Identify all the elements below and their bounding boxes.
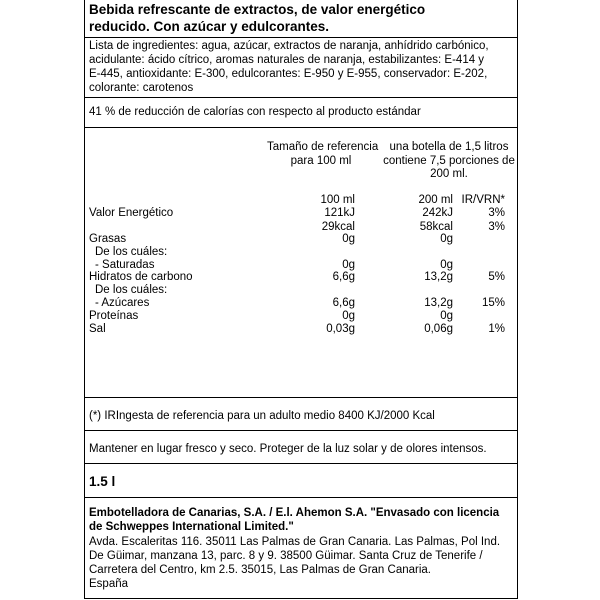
carbohydrates-label: Hidratos de carbono xyxy=(89,271,193,283)
energy-label: Valor Energético xyxy=(89,207,174,219)
protein-label: Proteínas xyxy=(89,310,139,322)
manufacturer-address-line4: España xyxy=(89,578,129,590)
fat-200ml: 0g xyxy=(440,233,453,245)
sugars-100ml: 6,6g xyxy=(332,297,355,309)
divider xyxy=(85,127,517,128)
reference-size-subheader: para 100 ml xyxy=(290,155,352,167)
energy-kcal-ir: 3% xyxy=(488,221,505,233)
manufacturer-address-line1: Avda. Escaleritas 116. 35011 Las Palmas de Gran Canaria. Las Palmas, Pol Ind. xyxy=(89,536,501,548)
col-header-100ml: 100 ml xyxy=(320,194,355,206)
bottle-header-line1: una botella de 1,5 litros xyxy=(389,141,509,153)
carbohydrates-ir: 5% xyxy=(488,271,505,283)
ingredients-line1: Lista de ingredientes: agua, azúcar, extractos de naranja, anhídrido carbónico, xyxy=(89,40,489,52)
col-header-ir: IR/VRN* xyxy=(461,194,505,206)
energy-kj-200ml: 242kJ xyxy=(422,207,453,219)
calorie-reduction-claim: 41 % de reducción de calorías con respecto al producto estándar xyxy=(89,106,421,118)
bottle-header-line3: 200 ml. xyxy=(430,168,468,180)
ingredients-line2: acidulante: ácido cítrico, aromas naturales de naranja, estabilizantes: E-414 y xyxy=(89,54,485,66)
salt-200ml: 0,06g xyxy=(424,323,453,335)
fat-label: Grasas xyxy=(89,233,127,245)
carbohydrates-100ml: 6,6g xyxy=(332,271,355,283)
energy-kcal-200ml: 58kcal xyxy=(419,221,453,233)
fat-of-which-label: De los cuáles: xyxy=(95,246,168,258)
col-header-200ml: 200 ml xyxy=(418,194,453,206)
carbohydrates-200ml: 13,2g xyxy=(424,271,453,283)
manufacturer-address-line3: Carretera del Centro, km 2.5. 35015, Las Palmas de Gran Canaria. xyxy=(89,564,431,576)
saturated-100ml: 0g xyxy=(342,259,355,271)
divider xyxy=(85,37,517,38)
energy-kj-ir: 3% xyxy=(488,207,505,219)
manufacturer-name-line1: Embotelladora de Canarias, S.A. / E.l. Ahemon S.A. "Envasado con licencia xyxy=(89,507,500,519)
salt-100ml: 0,03g xyxy=(326,323,355,335)
sugars-label: - Azúcares xyxy=(95,297,150,309)
ingredients-line3: E-445, antioxidante: E-300, edulcorantes: E-950 y E-955, conservador: E-202, xyxy=(89,68,488,80)
saturated-200ml: 0g xyxy=(440,259,453,271)
bottle-header-line2: contiene 7,5 porciones de xyxy=(383,155,515,167)
ingredients-line4: colorante: carotenos xyxy=(89,82,194,94)
label-frame xyxy=(84,0,518,599)
divider xyxy=(85,463,517,464)
divider xyxy=(85,397,517,398)
divider xyxy=(85,97,517,98)
sugars-200ml: 13,2g xyxy=(424,297,453,309)
protein-100ml: 0g xyxy=(342,310,355,322)
net-volume: 1.5 l xyxy=(89,474,116,489)
sugars-ir: 15% xyxy=(481,297,505,309)
product-title-line2: reducido. Con azúcar y edulcorantes. xyxy=(89,19,330,34)
reference-intake-footnote: (*) IRIngesta de referencia para un adulto medio 8400 KJ/2000 Kcal xyxy=(89,410,435,422)
salt-ir: 1% xyxy=(488,323,505,335)
energy-kj-100ml: 121kJ xyxy=(324,207,355,219)
divider xyxy=(85,430,517,431)
manufacturer-name-line2: de Schweppes International Limited." xyxy=(89,521,294,533)
saturated-label: - Saturadas xyxy=(95,259,155,271)
manufacturer-address-line2: De Güimar, manzana 13, parc. 8 y 9. 38500 Güimar. Santa Cruz de Tenerife / xyxy=(89,550,483,562)
fat-100ml: 0g xyxy=(342,233,355,245)
product-title-line1: Bebida refrescante de extractos, de valor energético xyxy=(89,2,426,17)
carb-of-which-label: De los cuáles: xyxy=(95,284,168,296)
storage-instructions: Mantener en lugar fresco y seco. Proteger de la luz solar y de olores intensos. xyxy=(89,443,487,455)
protein-200ml: 0g xyxy=(440,310,453,322)
reference-size-header: Tamaño de referencia xyxy=(267,141,379,153)
energy-kcal-100ml: 29kcal xyxy=(321,221,355,233)
divider xyxy=(85,497,517,498)
salt-label: Sal xyxy=(89,323,106,335)
